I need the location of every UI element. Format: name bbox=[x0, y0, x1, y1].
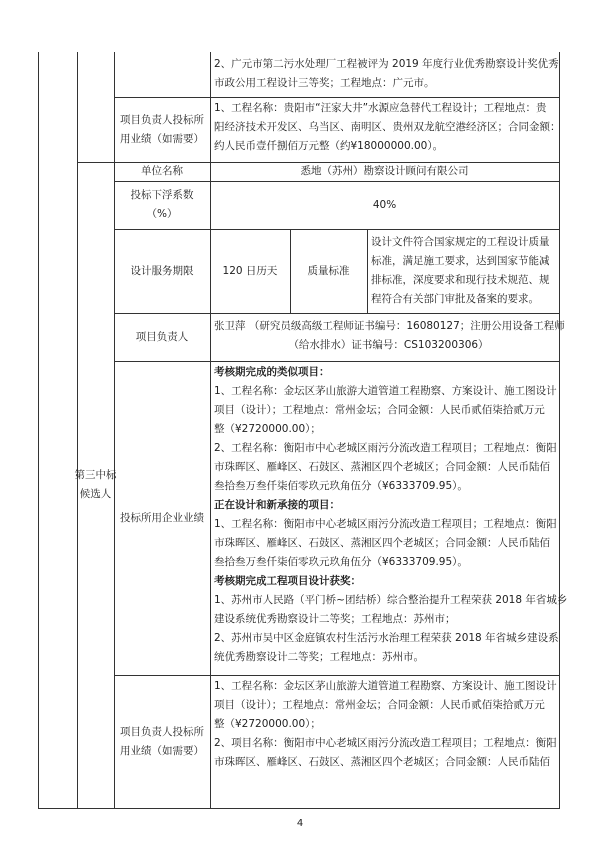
text-line: 统优秀勘察设计二等奖；工程地点：苏州市。 bbox=[214, 651, 424, 663]
text-line: 约人民币壹仟捌佰万元整（约¥18000000.00）。 bbox=[214, 140, 444, 152]
text-line: 整（¥2720000.00）； bbox=[214, 718, 321, 730]
project-manager-value bbox=[210, 317, 567, 355]
service-period-value: 120 日历天 bbox=[222, 264, 278, 277]
unit-name-label: 单位名称 bbox=[141, 165, 183, 177]
pm-performance-label: 项目负责人投标所 用业绩（如需要） bbox=[120, 113, 204, 145]
text-line: 张卫萍 （研究员级高级工程师证书编号：16080127；注册公用设备工程师 bbox=[214, 320, 565, 332]
text-line: 标准，满足施工要求，达到国家节能减 bbox=[371, 255, 550, 267]
float-coefficient-label: 投标下浮系数 （%） bbox=[130, 189, 194, 220]
pm-performance-label: 项目负责人投标所 用业绩（如需要） bbox=[120, 725, 204, 757]
text-line: 市政公用工程设计三等奖；工程地点：广元市。 bbox=[214, 77, 435, 89]
text-line: 阳经济技术开发区、乌当区、南明区、贵州双龙航空港经济区；合同金额： bbox=[214, 121, 561, 133]
text-line: 叁拾叁万叁仟柒佰零玖元玖角伍分（¥6333709.95）。 bbox=[214, 556, 468, 568]
section-heading: 正在设计和新承接的项目： bbox=[214, 499, 340, 511]
text-line: 1、工程名称：衡阳市中心老城区雨污分流改造工程项目；工程地点：衡阳 bbox=[214, 518, 557, 530]
float-coefficient-value: 40% bbox=[372, 198, 397, 211]
text-line: （给水排水）证书编号：CS103200306） bbox=[288, 339, 489, 351]
project-manager-label: 项目负责人 bbox=[135, 330, 189, 343]
text-line: 叁拾叁万叁仟柒佰零玖元玖角伍分（¥6333709.95）。 bbox=[214, 480, 468, 492]
text-line: 项目（设计）；工程地点：常州金坛；合同金额：人民币贰佰柒拾贰万元 bbox=[214, 404, 545, 416]
company-performance-text bbox=[210, 363, 567, 667]
text-line: 程符合有关部门审批及备案的要求。 bbox=[371, 293, 539, 305]
text-line: 2、工程名称：衡阳市中心老城区雨污分流改造工程项目；工程地点：衡阳 bbox=[214, 442, 557, 454]
text-line: 2、广元市第二污水处理厂工程被评为 2019 年度行业优秀勘察设计奖优秀 bbox=[214, 58, 559, 70]
text-line: 市珠晖区、雁峰区、石鼓区、蒸湘区四个老城区；合同金额：人民币陆佰 bbox=[214, 537, 550, 549]
text-line: 2、苏州市吴中区金庭镇农村生活污水治理工程荣获 2018 年省城乡建设系 bbox=[214, 632, 559, 644]
quality-standard-value bbox=[367, 233, 567, 309]
pm-performance-text bbox=[210, 99, 567, 156]
third-candidate-label: 第三中标 候选人 bbox=[74, 469, 117, 500]
text-line: 1、工程名称：金坛区茅山旅游大道管道工程勘察、方案设计、施工图设计 bbox=[214, 680, 557, 692]
service-period-label: 设计服务期限 bbox=[130, 264, 194, 277]
unit-name-value: 悉地（苏州）勘察设计顾问有限公司 bbox=[300, 165, 469, 177]
pm-performance-text bbox=[210, 677, 567, 772]
quality-standard-label: 质量标准 bbox=[307, 264, 350, 277]
text-line: 项目（设计）；工程地点：常州金坛；合同金额：人民币贰佰柒拾贰万元 bbox=[214, 699, 545, 711]
section-heading: 考核期完成的类似项目： bbox=[214, 366, 330, 378]
text-line: 2、项目名称：衡阳市中心老城区雨污分流改造工程项目；工程地点：衡阳 bbox=[214, 737, 557, 749]
section-heading: 考核期完成工程项目设计获奖： bbox=[214, 575, 361, 587]
text-line: 排标准，深度要求和现行技术规范、规 bbox=[371, 274, 550, 286]
text-line: 市珠晖区、雁峰区、石鼓区、蒸湘区四个老城区；合同金额：人民币陆佰 bbox=[214, 461, 550, 473]
top-cell-text bbox=[210, 55, 567, 93]
text-line: 1、苏州市人民路（平门桥~团结桥）综合整治提升工程荣获 2018 年省城乡 bbox=[214, 594, 568, 606]
text-line: 1、工程名称：金坛区茅山旅游大道管道工程勘察、方案设计、施工图设计 bbox=[214, 385, 557, 397]
text-line: 设计文件符合国家规定的工程设计质量 bbox=[371, 236, 550, 248]
text-line: 整（¥2720000.00）； bbox=[214, 423, 321, 435]
page-number: 4 bbox=[296, 818, 304, 829]
text-line: 1、工程名称：贵阳市“汪家大井”水源应急替代工程设计；工程地点：贵 bbox=[214, 102, 547, 114]
text-line: 市珠晖区、雁峰区、石鼓区、蒸湘区四个老城区；合同金额：人民币陆佰 bbox=[214, 756, 550, 768]
company-performance-label: 投标所用企业业绩 bbox=[120, 511, 204, 524]
text-line: 建设系统优秀勘察设计二等奖；工程地点：苏州市； bbox=[214, 613, 456, 625]
